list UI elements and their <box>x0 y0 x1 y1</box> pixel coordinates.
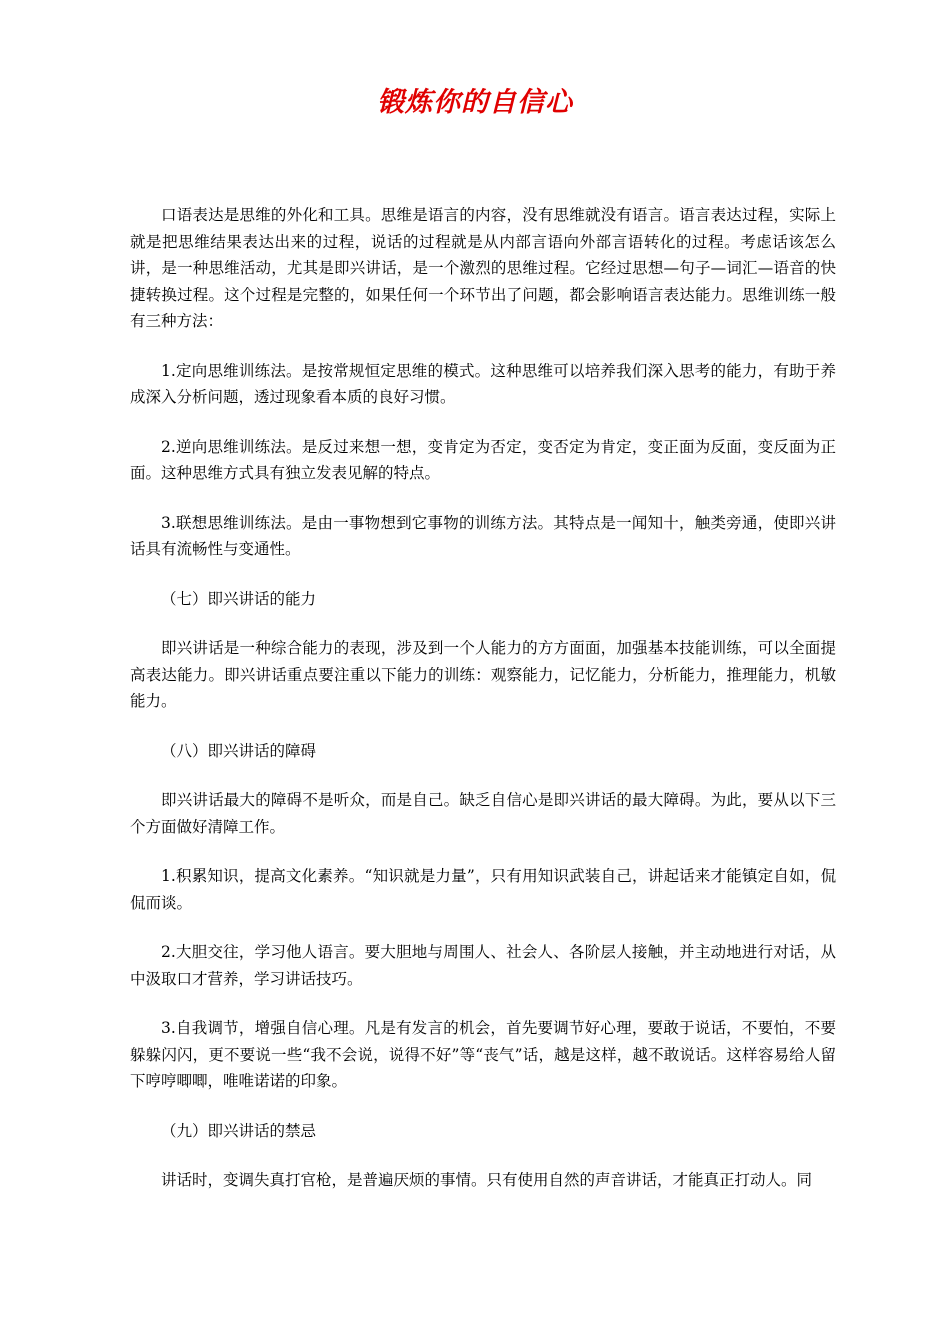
section-heading-nine: （九）即兴讲话的禁忌 <box>161 1121 317 1140</box>
paragraph-accumulate-knowledge: 1.积累知识，提高文化素养。“知识就是力量”，只有用知识武装自己，讲起话来才能镇定自如，侃侃而谈。 <box>130 867 836 912</box>
paragraph-self-adjustment: 3.自我调节，增强自信心理。凡是有发言的机会，首先要调节好心理，要敢于说话，不要怕，不要躲躲闪闪，更不要说一些“我不会说，说得不好”等“丧气”话，越是这样，越不敢说话。这样容易给人留下哼哼唧唧，唯唯诺诺的印象。 <box>130 1019 836 1090</box>
paragraph-bold-communication: 2.大胆交往，学习他人语言。要大胆地与周围人、社会人、各阶层人接触，并主动地进行对话，从中汲取口才营养，学习讲话技巧。 <box>130 943 836 988</box>
paragraph-intro: 口语表达是思维的外化和工具。思维是语言的内容，没有思维就没有语言。语言表达过程，实际上就是把思维结果表达出来的过程，说话的过程就是从内部言语向外部言语转化的过程。考虑话该怎么讲，是一种思维活动，尤其是即兴讲话，是一个激烈的思维过程。它经过思想—句子—词汇—语音的快捷转换过程。这个过程是完整的，如果任何一个环节出了问题，都会影响语言表达能力。思维训练一般有三种方法： <box>130 206 836 330</box>
paragraph-reverse-thinking: 2.逆向思维训练法。是反过来想一想，变肯定为否定，变否定为肯定，变正面为反面，变反面为正面。这种思维方式具有独立发表见解的特点。 <box>130 437 836 482</box>
section-heading-seven: （七）即兴讲话的能力 <box>161 589 317 608</box>
paragraph-associative-thinking: 3.联想思维训练法。是由一事物想到它事物的训练方法。其特点是一闻知十，触类旁通，使即兴讲话具有流畅性与变通性。 <box>130 513 836 558</box>
paragraph-directional-thinking: 1.定向思维训练法。是按常规恒定思维的模式。这种思维可以培养我们深入思考的能力，有助于养成深入分析问题，透过现象看本质的良好习惯。 <box>130 361 836 406</box>
paragraph-speaking-taboos: 讲话时，变调失真打官枪，是普遍厌烦的事情。只有使用自然的声音讲话，才能真正打动人。同 <box>161 1171 813 1189</box>
document-title: 锻炼你的自信心 <box>377 87 573 119</box>
section-heading-eight: （八）即兴讲话的障碍 <box>161 741 317 760</box>
document-body <box>130 202 836 1217</box>
paragraph-speaking-obstacle: 即兴讲话最大的障碍不是听众，而是自己。缺乏自信心是即兴讲话的最大障碍。为此，要从以下三个方面做好清障工作。 <box>130 791 836 836</box>
paragraph-speaking-ability: 即兴讲话是一种综合能力的表现，涉及到一个人能力的方方面面，加强基本技能训练，可以全面提高表达能力。即兴讲话重点要注重以下能力的训练：观察能力，记忆能力，分析能力，推理能力，机敏能力。 <box>130 639 836 710</box>
